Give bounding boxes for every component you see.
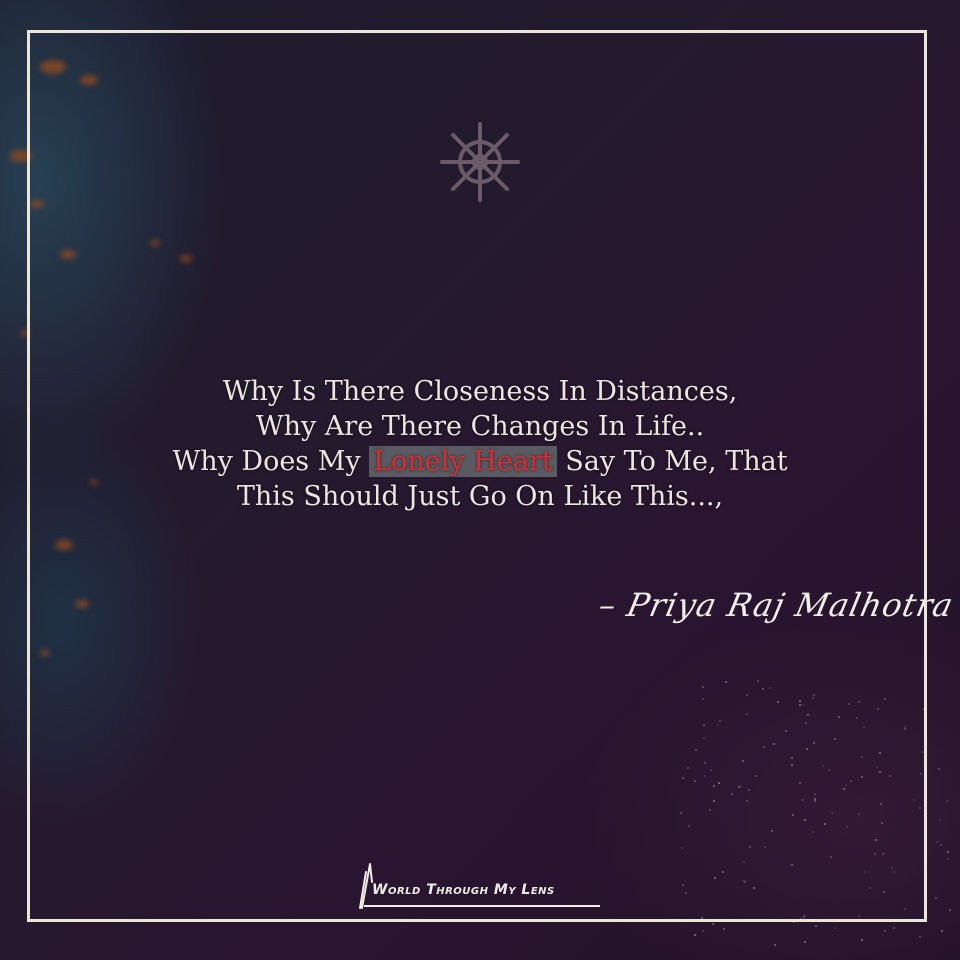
speck [861, 939, 863, 941]
quote-line-3 [80, 444, 880, 479]
speck [712, 923, 714, 925]
speck [774, 944, 776, 946]
author-signature: – Priya Raj Malhotra [595, 586, 958, 624]
ship-wheel-icon [440, 122, 520, 202]
brand-underline [364, 905, 600, 907]
highlighted-phrase: Lonely Heart [369, 446, 556, 477]
speck [723, 928, 725, 930]
brand-name: World Through My Lens [372, 882, 555, 898]
quote-line-2: Why Are There Changes In Life.. [255, 411, 705, 442]
speck [947, 858, 949, 860]
speck [938, 768, 940, 770]
speck [947, 851, 949, 853]
quote-line-1: Why Is There Closeness In Distances, [222, 376, 738, 407]
quote-line-4: This Should Just Go On Like This..., [236, 481, 724, 512]
speck [919, 936, 921, 938]
quote-text [80, 374, 880, 514]
speck [946, 800, 948, 802]
speck [884, 930, 886, 932]
speck [804, 941, 806, 943]
quote-line-3-end: Say To Me, That [556, 446, 788, 477]
speck [702, 930, 704, 932]
speck [893, 927, 895, 929]
speck [941, 930, 943, 932]
speck [936, 841, 938, 843]
speck [939, 819, 941, 821]
speck [834, 927, 836, 929]
speck [940, 844, 942, 846]
speck [694, 934, 696, 936]
speck [949, 909, 951, 911]
brand-logo [350, 860, 610, 916]
speck [815, 925, 817, 927]
quote-line-3-start: Why Does My [172, 446, 370, 477]
speck [935, 897, 937, 899]
